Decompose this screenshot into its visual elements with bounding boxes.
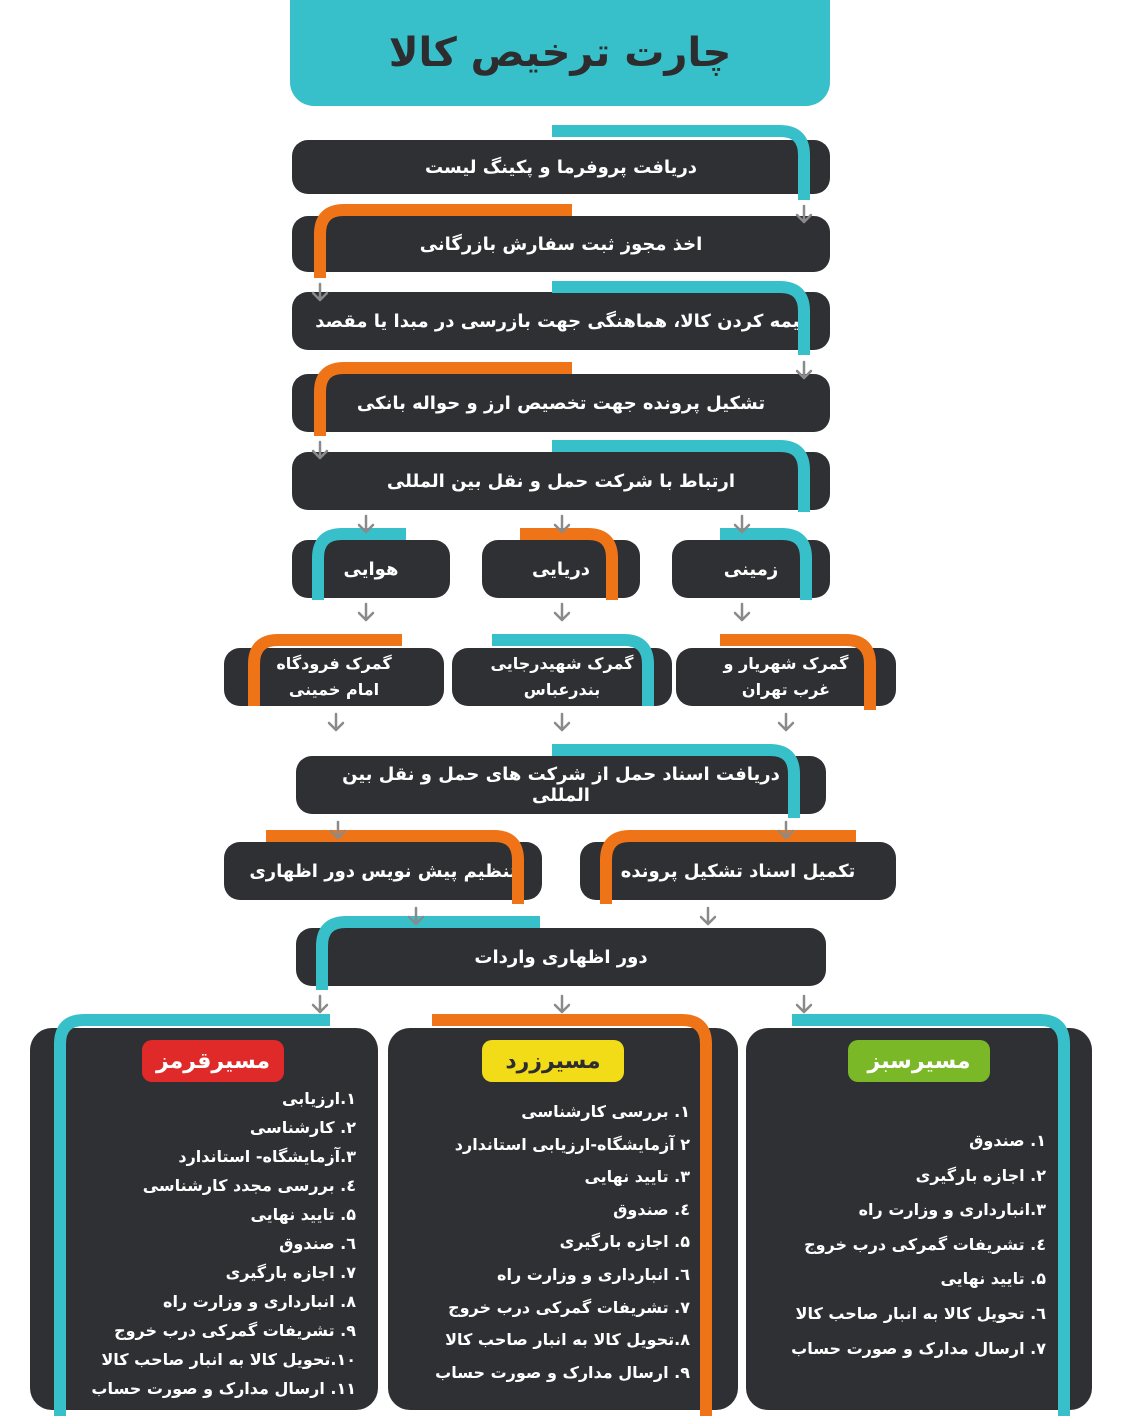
route-step-item: ٦. صندوق: [279, 1234, 356, 1253]
route-step-item: ۲ آزمایشگاه-ارزیابی استاندارد: [454, 1134, 690, 1154]
route-step-item: ٤. تشریفات گمرکی درب خروج: [804, 1234, 1046, 1254]
route-step-item: ٦. انبارداری و وزارت راه: [497, 1264, 690, 1284]
step-label: دور اظهاری واردات: [474, 946, 648, 968]
route-step-item: ۳. تایید نهایی: [584, 1167, 690, 1187]
arrow-down-icon: [329, 714, 343, 730]
customs-line: بندرعباس: [523, 680, 601, 699]
customs-sea: [452, 648, 672, 706]
arrow-down-icon: [409, 908, 423, 924]
route-step-item: ۳.آزمایشگاه- استاندارد: [178, 1147, 356, 1166]
route-step-item: ۱۰.تحویل کالا به انبار صاحب کالا: [101, 1350, 356, 1369]
step-currency-allocation: [292, 374, 830, 432]
step-label: تنظیم پیش نویس دور اظهاری: [249, 860, 517, 882]
step-label: دریافت اسناد حمل از شرکت های حمل و نقل بین المللی: [342, 764, 780, 806]
arrow-down-icon: [313, 996, 327, 1012]
route-step-item: ٤. بررسی مجدد کارشناسی: [142, 1176, 356, 1195]
step-receive-proforma: [292, 140, 830, 194]
step-label: ارتباط با شرکت حمل و نقل بین المللی: [386, 470, 736, 492]
step-shipping-documents: [296, 756, 826, 814]
route-label: مسیرزرد: [505, 1048, 601, 1074]
mode-land: [672, 540, 830, 598]
step-label: دریافت پروفرما و پکینگ لیست: [424, 156, 698, 178]
step-complete-documents: [580, 842, 896, 900]
arrow-down-icon: [735, 604, 749, 620]
route-yellow-list: [435, 1096, 690, 1389]
route-yellow-badge: [482, 1040, 624, 1082]
route-label: مسیرقرمز: [155, 1048, 271, 1074]
arrow-down-icon: [331, 822, 345, 838]
route-step-item: ۱. صندوق: [969, 1131, 1046, 1150]
mode-air: [292, 540, 450, 598]
route-step-item: ۵. تایید نهایی: [940, 1269, 1046, 1289]
customs-land: [676, 648, 896, 706]
step-label: بیمه کردن کالا، هماهنگی جهت بازرسی در مبدا یا مقصد: [315, 310, 807, 332]
arrow-down-icon: [797, 996, 811, 1012]
arrow-down-icon: [735, 516, 749, 532]
arrow-down-icon: [779, 822, 793, 838]
customs-line: گمرک شهریار و: [723, 654, 849, 673]
step-order-registration: [292, 216, 830, 272]
arrow-down-icon: [555, 714, 569, 730]
route-red-panel: [30, 1028, 378, 1410]
route-step-item: ۵. تایید نهایی: [250, 1205, 356, 1224]
route-red-badge: [142, 1040, 284, 1082]
step-label: تشکیل پرونده جهت تخصیص ارز و حواله بانکی: [356, 392, 766, 414]
route-step-item: ٤. صندوق: [613, 1199, 690, 1219]
customs-air: [224, 648, 444, 706]
step-import-declaration: [296, 928, 826, 986]
customs-line: امام خمینی: [288, 680, 380, 699]
route-step-item: ۵. اجازه بارگیری: [559, 1232, 690, 1252]
arrow-down-icon: [555, 604, 569, 620]
route-step-item: ۱. بررسی کارشناسی: [521, 1102, 690, 1121]
step-draft-declaration: [224, 842, 542, 900]
route-green-panel: [746, 1028, 1092, 1410]
page-title: چارت ترخیص کالا: [388, 30, 732, 76]
route-green-badge: [848, 1040, 990, 1082]
arrow-down-icon: [555, 516, 569, 532]
customs-line: گمرک شهیدرجایی: [490, 654, 634, 673]
route-step-item: ۷. ارسال مدارک و صورت حساب: [791, 1338, 1046, 1358]
route-step-item: ۷. تشریفات گمرکی درب خروج: [448, 1297, 690, 1317]
route-step-item: ۱.ارزیابی: [282, 1089, 356, 1108]
step-label: تکمیل اسناد تشکیل پرونده: [620, 860, 856, 882]
arrow-down-icon: [359, 604, 373, 620]
route-step-item: ٦. تحویل کالا به انبار صاحب کالا: [795, 1303, 1046, 1323]
arrow-down-icon: [701, 908, 715, 924]
step-label: اخذ مجوز ثبت سفارش بازرگانی: [419, 233, 703, 255]
mode-sea: [482, 540, 640, 598]
step-shipping-company: [292, 452, 830, 510]
mode-label: زمینی: [723, 558, 779, 580]
route-step-item: ۸. انبارداری و وزارت راه: [163, 1292, 356, 1311]
customs-line: غرب تهران: [741, 680, 831, 699]
route-step-item: ۲. اجازه بارگیری: [915, 1165, 1046, 1185]
step-insurance: [292, 292, 830, 350]
route-step-item: ۱۱. ارسال مدارک و صورت حساب: [91, 1379, 356, 1398]
mode-label: هوایی: [343, 558, 399, 580]
route-step-item: ۲. کارشناسی: [249, 1118, 356, 1137]
route-step-item: ۳.انبارداری و وزارت راه: [858, 1200, 1046, 1220]
arrow-down-icon: [359, 516, 373, 532]
route-step-item: ۸.تحویل کالا به انبار صاحب کالا: [445, 1330, 690, 1350]
mode-label: دریایی: [531, 558, 591, 580]
customs-line: گمرک فرودگاه: [276, 654, 392, 673]
arrow-down-icon: [779, 714, 793, 730]
route-label: مسیرسبز: [867, 1048, 971, 1074]
route-green-list: [791, 1124, 1046, 1366]
arrow-down-icon: [555, 996, 569, 1012]
route-step-item: ۹. تشریفات گمرکی درب خروج: [114, 1321, 356, 1340]
route-step-item: ۷. اجازه بارگیری: [225, 1263, 356, 1282]
route-step-item: ۹. ارسال مدارک و صورت حساب: [435, 1362, 690, 1382]
title-banner: [290, 0, 830, 106]
route-red-list: [91, 1084, 356, 1403]
route-yellow-panel: [388, 1028, 738, 1410]
